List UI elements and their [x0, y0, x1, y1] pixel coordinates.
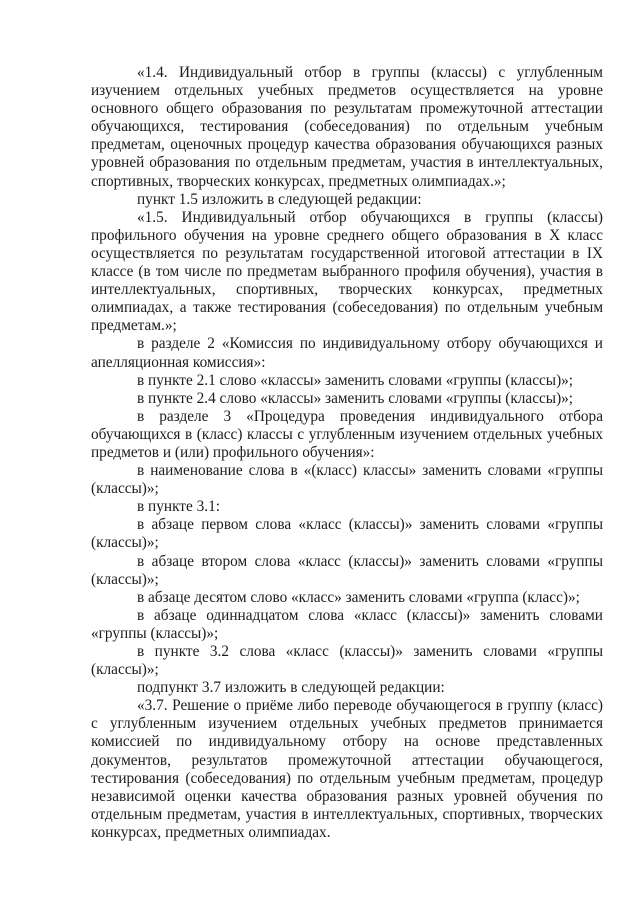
paragraph-heading-instruction: в наименование слова в «(класс) классы» заменить словами «группы (классы)»; — [91, 462, 603, 498]
paragraph-item-1-5-instruction: пункт 1.5 изложить в следующей редакции: — [137, 190, 422, 208]
paragraph-item-2-1-instruction: в пункте 2.1 слово «классы» заменить словами «группы (классы)»; — [137, 371, 574, 389]
paragraph-1-5-text: «1.5. Индивидуальный отбор обучающихся в группы (классы) профильного обучения на уровне среднего общего образования в X класс осуществляется по результатам государственной итоговой аттестации в IX классе (в том числе по предметам выбранного профиля обучения), участия в интеллектуальных, спортивных, творческих конкурсах, предметных олимпиадах, а также тестирования (собеседования) по отдельным учебным предметам.»; — [91, 208, 603, 335]
document-page — [91, 64, 603, 842]
paragraph-tenth-abzac-instruction: в абзаце десятом слово «класс» заменить словами «группа (класс)»; — [137, 588, 580, 606]
paragraph-item-3-2-instruction: в пункте 3.2 слова «класс (классы)» заменить словами «группы (классы)»; — [91, 643, 603, 679]
paragraph-item-3-1-heading: в пункте 3.1: — [137, 498, 220, 516]
paragraph-second-abzac-instruction: в абзаце втором слова «класс (классы)» заменить словами «группы (классы)»; — [91, 552, 603, 588]
paragraph-section-2-instruction: в разделе 2 «Комиссия по индивидуальному отбору обучающихся и апелляционная комиссия»: — [91, 335, 603, 371]
paragraph-eleventh-abzac-instruction: в абзаце одиннадцатом слова «класс (классы)» заменить словами «группы (классы)»; — [91, 606, 603, 642]
paragraph-section-3-instruction: в разделе 3 «Процедура проведения индивидуального отбора обучающихся в (класс) классы с углубленным изучением отдельных учебных предметов и (или) профильного обучения»: — [91, 407, 603, 461]
paragraph-3-7-text: «3.7. Решение о приёме либо переводе обучающегося в группу (класс) с углубленным изучением отдельных учебных предметов принимается комиссией по индивидуальному отбору на основе представленных документов, результатов промежуточной аттестации обучающегося, тестирования (собеседования) по отдельным учебным предметам, процедур независимой оценки качества образования разных уровней обучения по отдельным предметам, участия в интеллектуальных, спортивных, творческих конкурсах, предметных олимпиадах. — [91, 697, 603, 841]
paragraph-first-abzac-instruction: в абзаце первом слова «класс (классы)» заменить словами «группы (классы)»; — [91, 516, 603, 552]
paragraph-subitem-3-7-instruction: подпункт 3.7 изложить в следующей редакции: — [137, 679, 445, 697]
paragraph-1-4-text: «1.4. Индивидуальный отбор в группы (классы) с углубленным изучением отдельных учебных предметов осуществляется на уровне основного общего образования по результатам промежуточной аттестации обучающихся, тестирования (собеседования) по отдельным учебным предметам, оценочных процедур качества образования обучающихся разных уровней образования по отдельным предметам, участия в интеллектуальных, спортивных, творческих конкурсах, предметных олимпиадах.»; — [91, 64, 603, 190]
paragraph-item-2-4-instruction: в пункте 2.4 слово «классы» заменить словами «группы (классы)»; — [137, 389, 574, 407]
